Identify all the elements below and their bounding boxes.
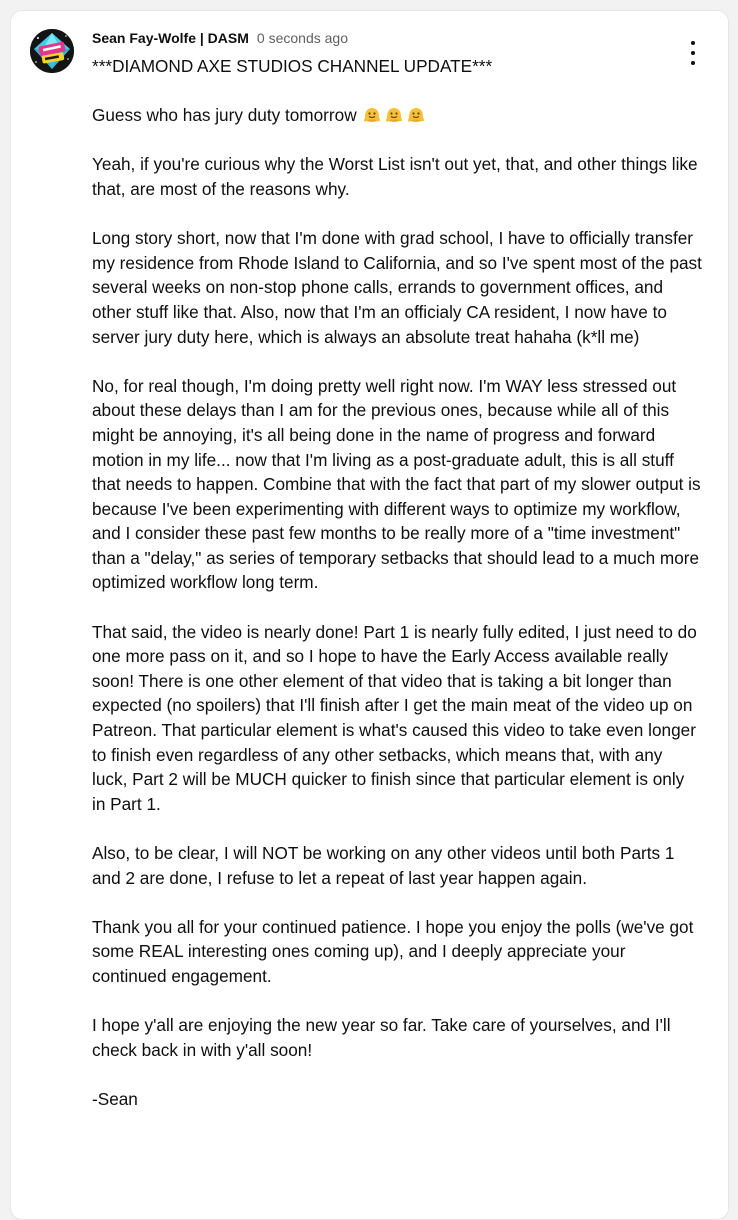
post-title: ***DIAMOND AXE STUDIOS CHANNEL UPDATE***: [92, 56, 493, 76]
author-name[interactable]: Sean Fay-Wolfe | DASM: [92, 30, 249, 46]
post-signature: -Sean: [92, 1088, 138, 1109]
post-header: [92, 30, 348, 50]
post-paragraph: Long story short, now that I'm done with grad school, I have to officially transfer my residence from Rhode Island to California, and so I've spent most of the past several weeks on non-stop phone calls, errands to government offices, and other stuff like that. Also, now that I'm an officialy CA resident, I now have to server jury duty here, which is always an absolute treat hahaha (k*ll me): [92, 228, 702, 347]
post-paragraph: Also, to be clear, I will NOT be working on any other videos until both Parts 1 and 2 are done, I refuse to let a repeat of last year happen again.: [92, 843, 675, 888]
post-timestamp[interactable]: 0 seconds ago: [256, 30, 348, 46]
post-paragraph: I hope y'all are enjoying the new year so far. Take care of yourselves, and I'll check back in with y'all soon!: [92, 1015, 671, 1060]
melting-face-emoji-icon: [363, 106, 381, 124]
post-headline: [92, 103, 702, 128]
post-paragraph: No, for real though, I'm doing pretty well right now. I'm WAY less stressed out about these delays than I am for the previous ones, because while all of this might be annoying, it's all being done in the name of progress and forward motion in my life... now that I'm living as a post-graduate adult, this is all stuff that needs to happen. Combine that with the fact that part of my slower output is because I've been experimenting with different ways to optimize my workflow, and I consider these past few months to be really more of a "time investment" than a "delay," as series of temporary setbacks that should lead to a much more optimized workflow long term.: [92, 375, 701, 593]
melting-face-emoji-icon: [407, 106, 425, 124]
post-paragraph: Yeah, if you're curious why the Worst List isn't out yet, that, and other things like that, are most of the reasons why.: [92, 154, 698, 199]
emoji-group: [361, 103, 427, 128]
community-post-card: [10, 10, 729, 1220]
melting-face-emoji-icon: [385, 106, 403, 124]
channel-avatar[interactable]: [30, 29, 74, 73]
headline-text: Guess who has jury duty tomorrow: [92, 105, 357, 126]
post-paragraph: That said, the video is nearly done! Part 1 is nearly fully edited, I just need to do one more pass on it, and so I hope to have the Early Access available really soon! There is one other element of that video that is taking a bit longer than expected (no spoilers) that I'll finish after I get the main meat of the video up on Patreon. That particular element is what's caused this video to take even longer to finish even regardless of any other setbacks, which means that, with any luck, Part 2 will be MUCH quicker to finish since that particular element is only in Part 1.: [92, 621, 697, 814]
diamond-axe-logo-icon: [30, 29, 74, 73]
post-paragraph: Thank you all for your continued patience. I hope you enjoy the polls (we've got some REAL interesting ones coming up), and I deeply appreciate your continued engagement.: [92, 916, 694, 986]
post-body: [92, 54, 702, 1136]
